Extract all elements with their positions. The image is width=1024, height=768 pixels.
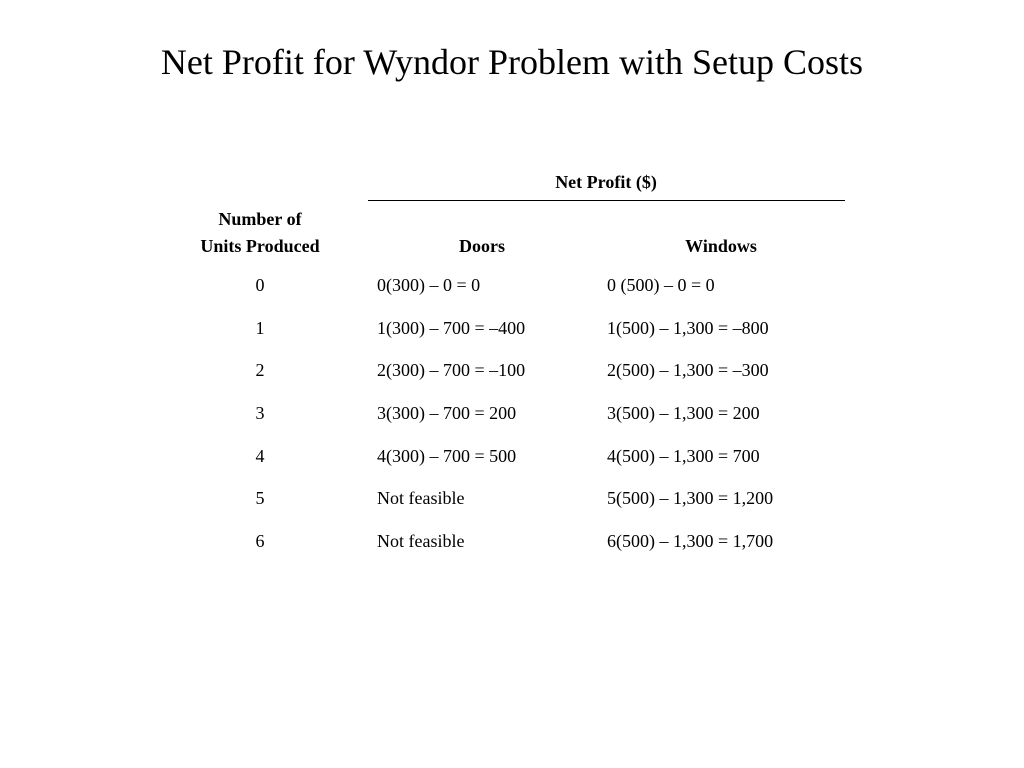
doors-cell: 1(300) – 700 = –400 bbox=[377, 317, 526, 338]
windows-cell: 2(500) – 1,300 = –300 bbox=[607, 360, 769, 381]
doors-header: Doors bbox=[459, 236, 505, 256]
units-cell: 4 bbox=[255, 445, 265, 466]
units-produced-header bbox=[170, 206, 350, 260]
units-cell: 6 bbox=[255, 531, 265, 552]
doors-cell: 3(300) – 700 = 200 bbox=[377, 403, 517, 424]
doors-cell: Not feasible bbox=[377, 488, 465, 509]
windows-cell: 6(500) – 1,300 = 1,700 bbox=[607, 531, 774, 552]
net-profit-group-header: Net Profit ($) bbox=[555, 172, 657, 192]
units-header-line1: Number of bbox=[218, 209, 302, 229]
table-row bbox=[0, 357, 1024, 400]
table-row bbox=[0, 528, 1024, 571]
doors-cell: Not feasible bbox=[377, 531, 465, 552]
table-row bbox=[0, 400, 1024, 443]
windows-cell: 1(500) – 1,300 = –800 bbox=[607, 317, 769, 338]
doors-cell: 2(300) – 700 = –100 bbox=[377, 360, 526, 381]
units-cell: 5 bbox=[255, 488, 265, 509]
windows-cell: 5(500) – 1,300 = 1,200 bbox=[607, 488, 774, 509]
units-cell: 1 bbox=[255, 317, 265, 338]
windows-cell: 3(500) – 1,300 = 200 bbox=[607, 403, 760, 424]
table-row bbox=[0, 272, 1024, 315]
units-cell: 3 bbox=[255, 403, 265, 424]
slide-title: Net Profit for Wyndor Problem with Setup Costs bbox=[160, 42, 864, 82]
table-row bbox=[0, 443, 1024, 486]
windows-header: Windows bbox=[685, 236, 757, 256]
table-body bbox=[0, 272, 1024, 571]
units-header-line2: Units Produced bbox=[200, 236, 320, 256]
units-cell: 2 bbox=[255, 360, 265, 381]
group-header-rule bbox=[368, 200, 845, 201]
doors-cell: 0(300) – 0 = 0 bbox=[377, 275, 481, 295]
windows-cell: 0 (500) – 0 = 0 bbox=[607, 275, 715, 295]
units-cell: 0 bbox=[255, 275, 265, 295]
table-row bbox=[0, 315, 1024, 358]
table-row bbox=[0, 485, 1024, 528]
windows-cell: 4(500) – 1,300 = 700 bbox=[607, 445, 760, 466]
doors-cell: 4(300) – 700 = 500 bbox=[377, 445, 517, 466]
